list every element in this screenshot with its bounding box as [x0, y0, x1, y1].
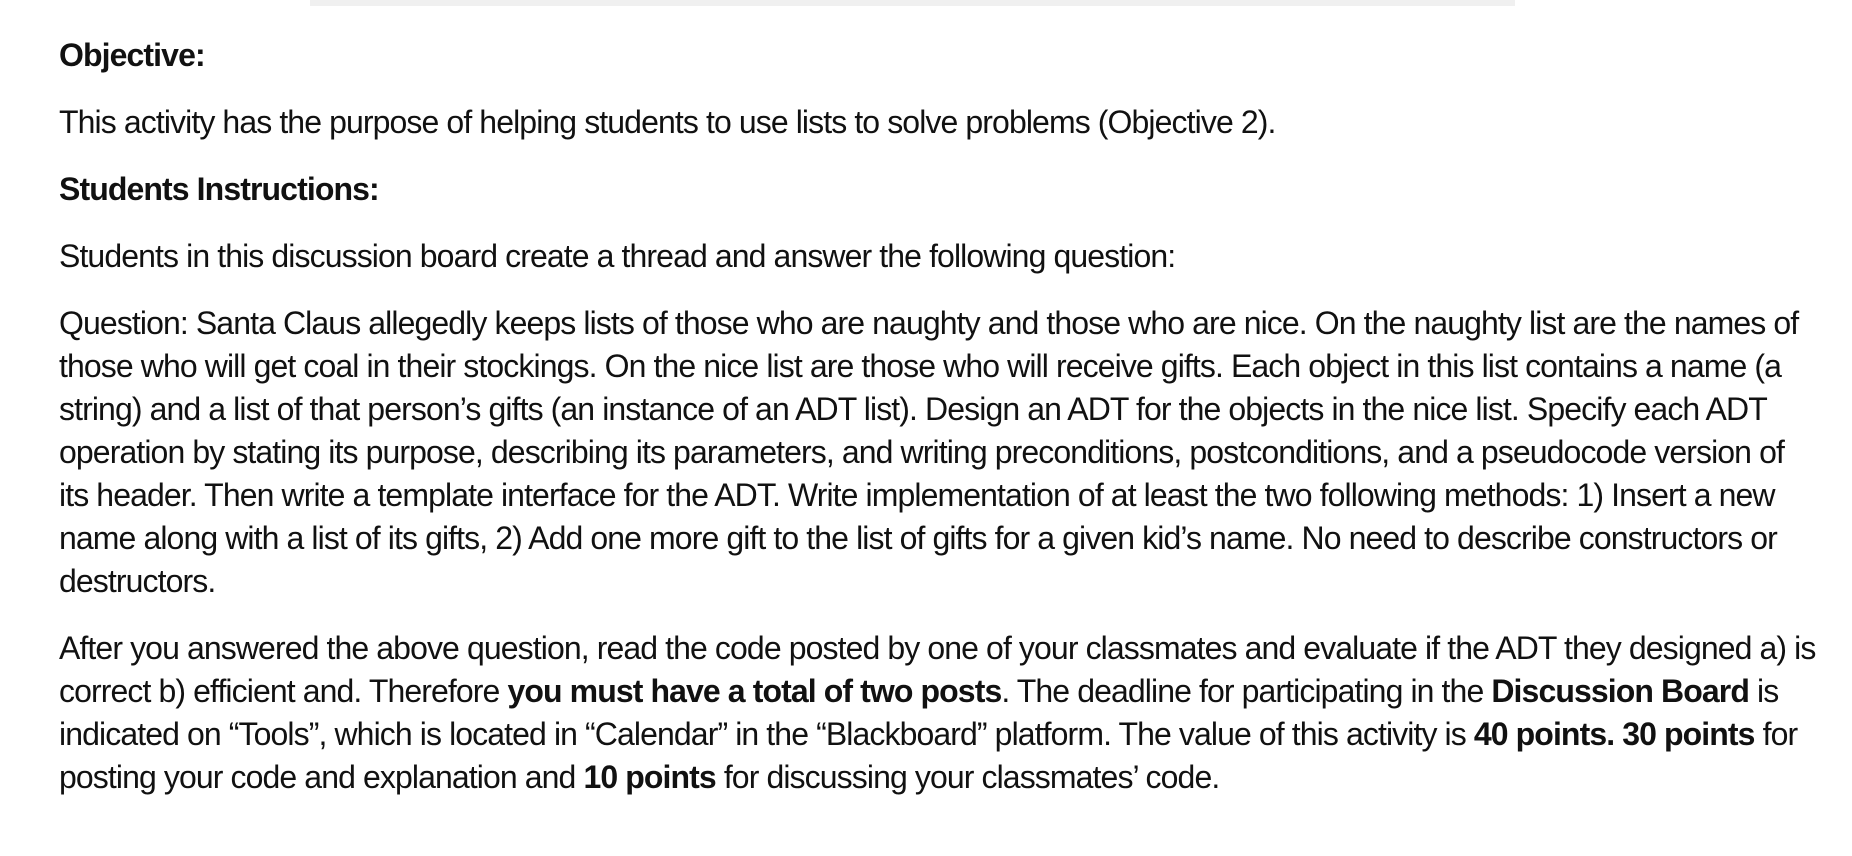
evaluation-text-3: is indicated on “Tools”, which is located in “Calendar” in the “Blackboard” platform. The value of this activity is: [59, 673, 1779, 752]
evaluation-paragraph: [59, 627, 1819, 799]
discussion-points: 10 points: [583, 759, 716, 795]
top-rule: [310, 0, 1515, 6]
evaluation-text-4: for posting your code and explanation and: [59, 716, 1798, 795]
question-text: Question: Santa Claus allegedly keeps lists of those who are naughty and those who are nice. On the naughty list are the names of those who will get coal in their stockings. On the nice list are those who will receive gifts. Each object in this list contains a name (a string) and a list of that person’s gifts (an instance of an ADT list). Design an ADT for the objects in the nice list. Specify each ADT operation by stating its purpose, describing its parameters, and writing preconditions, postconditions, and a pseudocode version of its header. Then write a template interface for the ADT. Write implementation of at least the two following methods: 1) Insert a new name along with a list of its gifts, 2) Add one more gift to the list of gifts for a given kid’s name. No need to describe constructors or destructors.: [59, 305, 1799, 599]
discussion-board-label: Discussion Board: [1491, 673, 1750, 709]
points-value: 40 points. 30 points: [1473, 716, 1755, 752]
posts-requirement: you must have a total of two posts: [507, 673, 1002, 709]
evaluation-text-1: After you answered the above question, read the code posted by one of your classmates and evaluate if the ADT they designed a) is correct b) efficient and. Therefore: [59, 630, 1816, 709]
instructions-intro: Students in this discussion board create a thread and answer the following question:: [59, 238, 1176, 274]
objective-text: This activity has the purpose of helping students to use lists to solve problems (Objective 2).: [59, 104, 1276, 140]
objective-heading: Objective:: [59, 37, 205, 73]
instructions-heading: Students Instructions:: [59, 171, 379, 207]
document-body: [59, 34, 1819, 823]
evaluation-text-2: . The deadline for participating in the: [1001, 673, 1492, 709]
evaluation-text-5: for discussing your classmates’ code.: [715, 759, 1220, 795]
